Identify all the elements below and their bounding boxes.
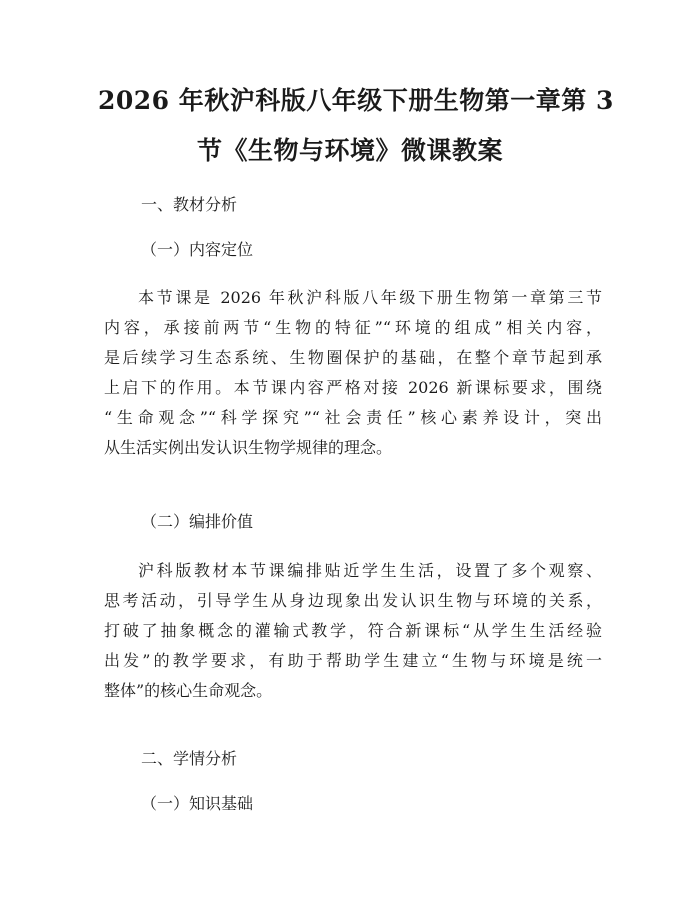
- section-heading-learner-analysis: 二、学情分析: [141, 749, 238, 768]
- document-title: [98, 76, 614, 176]
- subsection-heading-arrangement-value: （二）编排价值: [141, 512, 254, 531]
- paragraph-line: 思考活动，引导学生从身边现象出发认识生物与环境的关系，: [104, 591, 602, 610]
- paragraph-line: 整体”的核心生命观念。: [104, 681, 273, 700]
- paragraph-line: 沪科版教材本节课编排贴近学生生活，设置了多个观察、: [138, 561, 602, 580]
- paragraph-content-positioning: [104, 283, 602, 463]
- paragraph-line: 上启下的作用。本节课内容严格对接 2026 新课标要求，围绕: [104, 378, 602, 397]
- subsection-heading-knowledge-base: （一）知识基础: [141, 794, 254, 813]
- section-heading-textbook-analysis: 一、教材分析: [141, 195, 238, 214]
- subsection-heading-content-positioning: （一）内容定位: [141, 240, 254, 259]
- paragraph-line: 从生活实例出发认识生物学规律的理念。: [104, 438, 393, 457]
- paragraph-line: 出发”的教学要求，有助于帮助学生建立“生物与环境是统一: [104, 651, 602, 670]
- paragraph-line: 本节课是 2026 年秋沪科版八年级下册生物第一章第三节: [138, 288, 602, 307]
- paragraph-line: 打破了抽象概念的灌输式教学，符合新课标“从学生生活经验: [104, 621, 602, 640]
- paragraph-line: 是后续学习生态系统、生物圈保护的基础，在整个章节起到承: [104, 348, 602, 367]
- paragraph-arrangement-value: [104, 556, 602, 706]
- paragraph-line: “生命观念”“科学探究”“社会责任”核心素养设计，突出: [104, 408, 602, 427]
- paragraph-line: 内容，承接前两节“生物的特征”“环境的组成”相关内容，: [104, 318, 602, 337]
- title-line: 2026 年秋沪科版八年级下册生物第一章第 3: [98, 86, 614, 115]
- title-line: 节《生物与环境》微课教案: [196, 136, 503, 165]
